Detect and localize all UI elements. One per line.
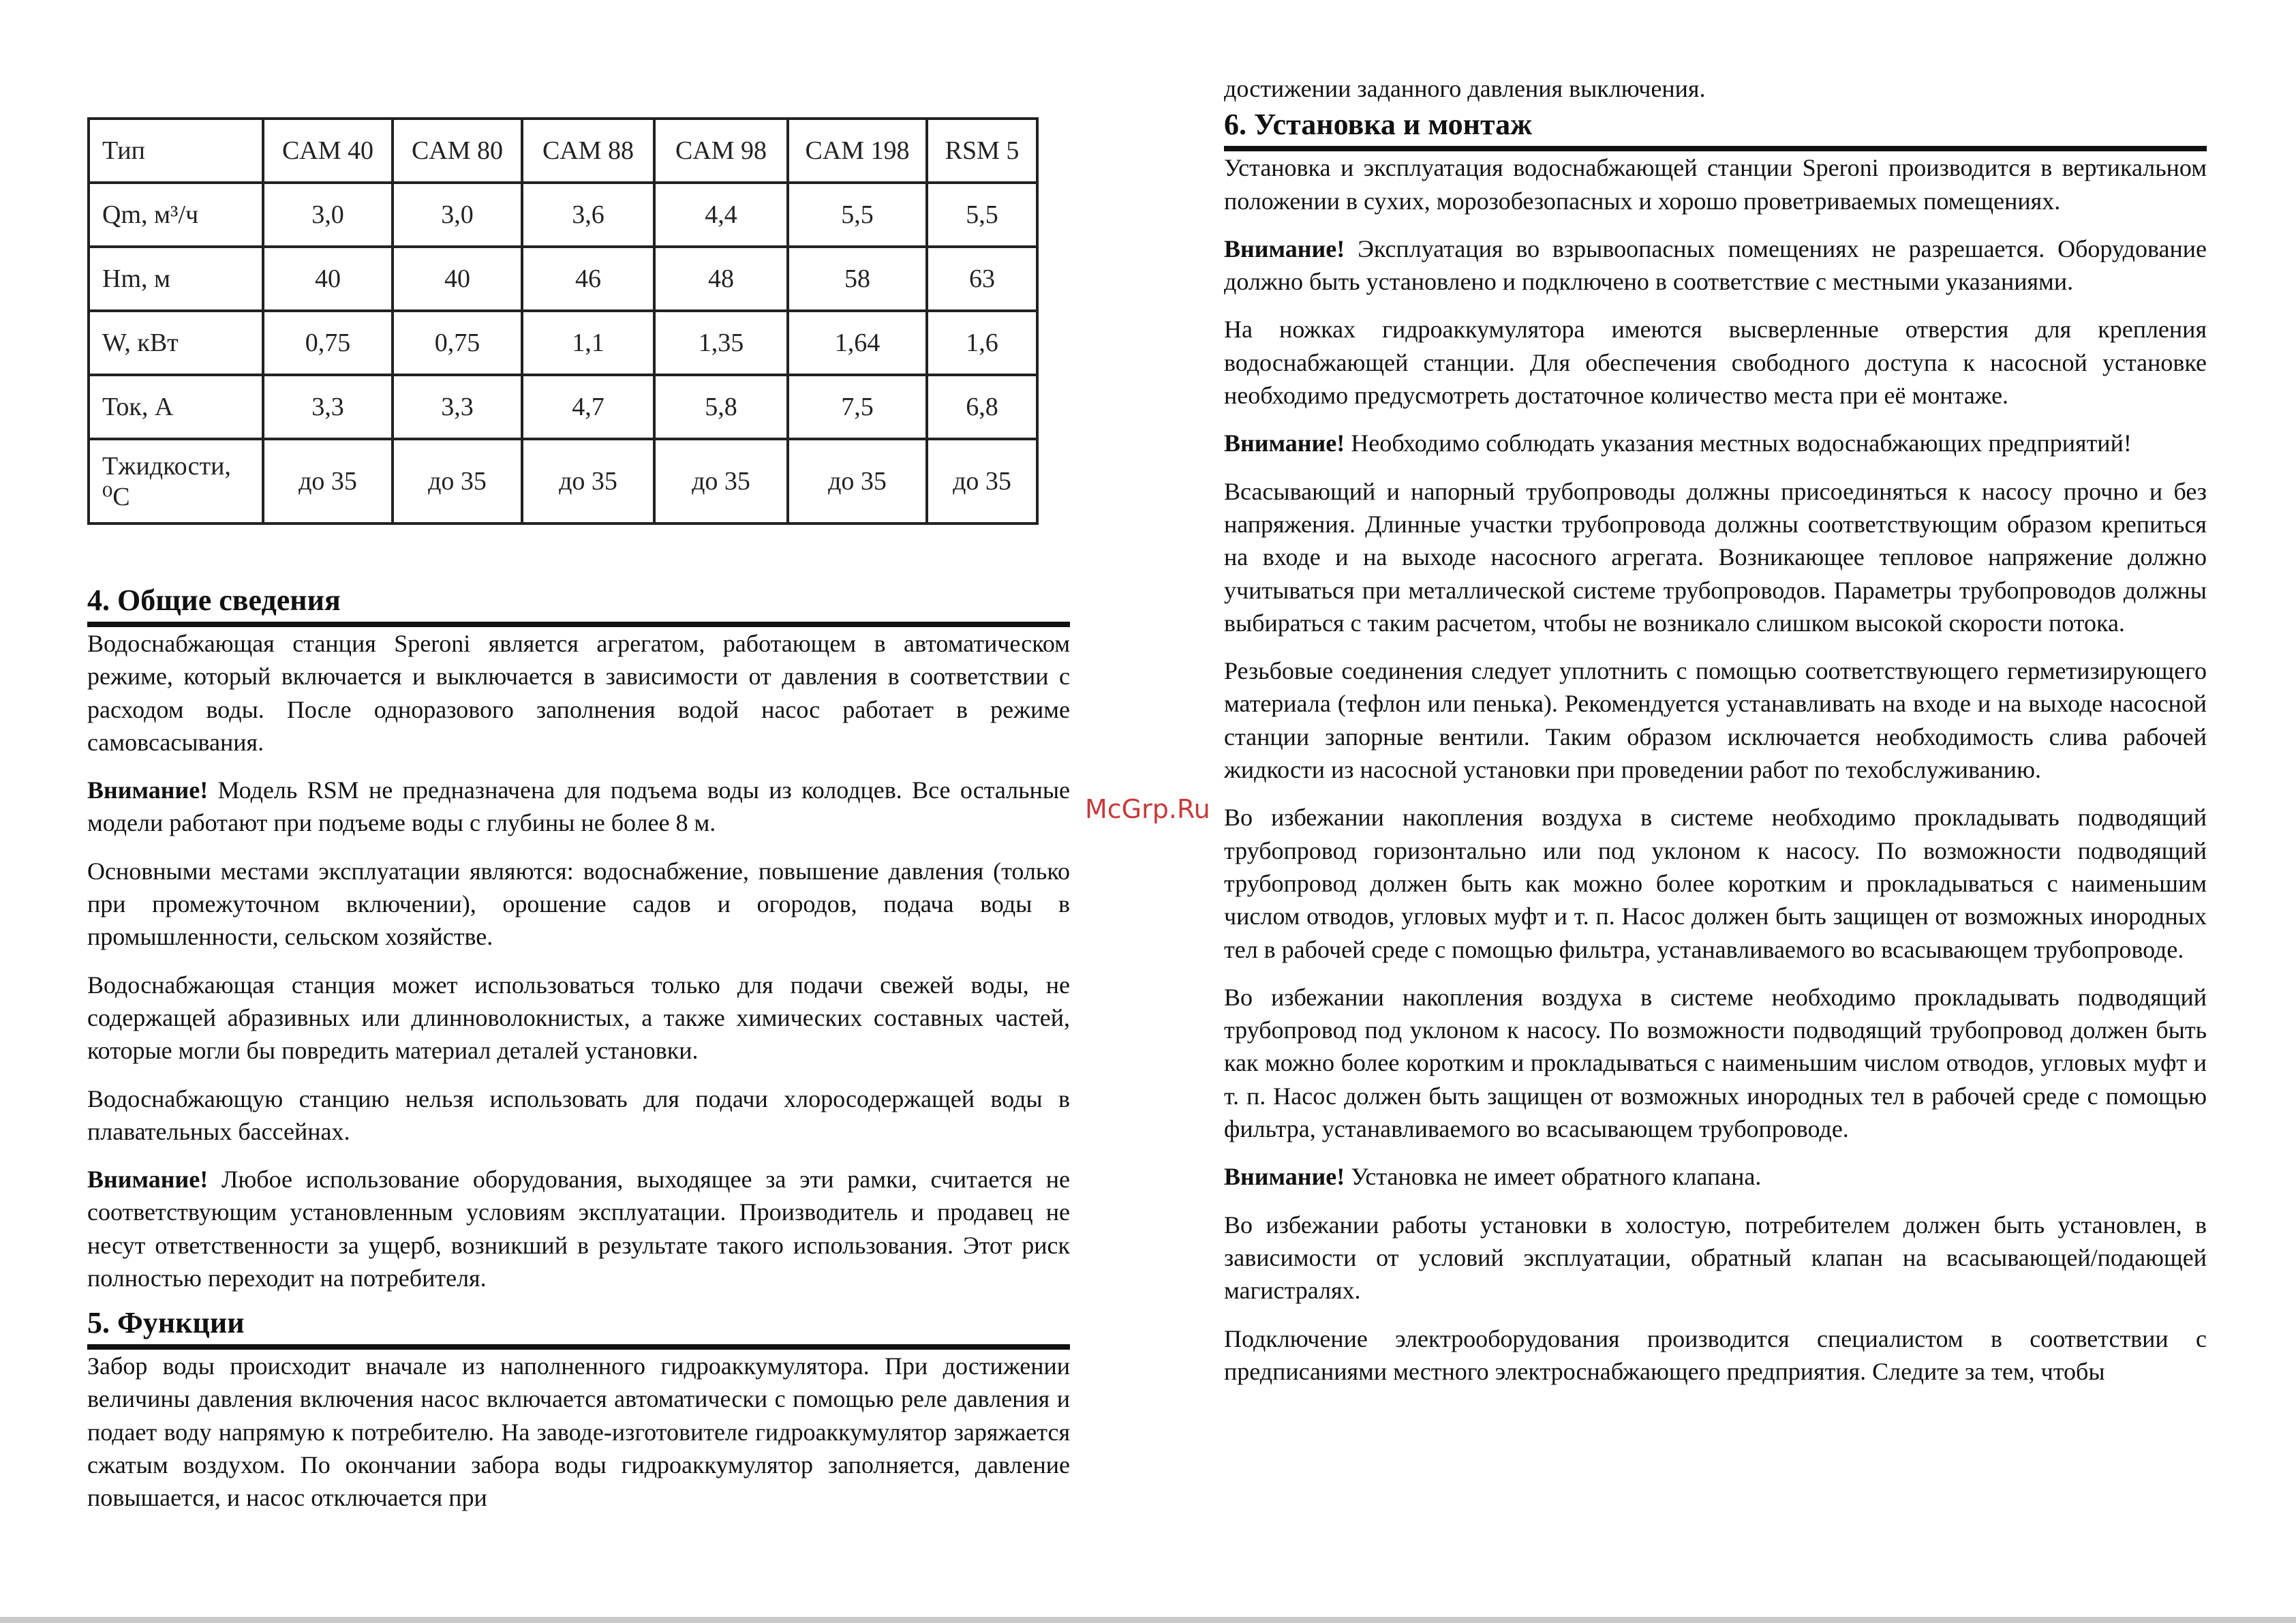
paragraph: Основными местами эксплуатации являются: водоснабжение, повышение давления (только при промежуточном включении), орошение садов и огородов, подача воды в промышленности, сельском хозяйстве.	[87, 857, 1070, 951]
section-general-info	[87, 581, 1070, 1294]
table-cell: 46	[522, 247, 654, 311]
table-header-cell: CAM 98	[654, 119, 788, 183]
table-row	[89, 375, 1037, 439]
paragraph: Водоснабжающая станция Speroni является агрегатом, работающем в автоматическом режиме, который включается и выключается в зависимости от давления в соответствии с расходом воды. После одноразового заполнения водой насос работает в режиме самовсасывания.	[87, 630, 1070, 756]
table-cell: 6,8	[927, 375, 1037, 439]
table-cell: до 35	[927, 439, 1037, 524]
paragraph	[1224, 427, 2207, 459]
warning-label: Внимание!	[87, 776, 209, 804]
table-cell: 5,5	[788, 183, 927, 247]
row-label: Ток, А	[89, 375, 263, 439]
row-label: W, кВт	[89, 311, 263, 375]
table-row	[89, 183, 1037, 247]
table-cell: 3,0	[393, 183, 522, 247]
paragraph: На ножках гидроаккумулятора имеются высверленные отверстия для крепления водоснабжающей станции. Для обеспечения свободного доступа к насосной установке необходимо предусмотреть достаточное количество места при её монтаже.	[1224, 316, 2207, 410]
warning-label: Внимание!	[87, 1166, 209, 1194]
table-cell: 1,35	[654, 311, 788, 375]
row-label: Hm, м	[89, 247, 263, 311]
warning-label: Внимание!	[1224, 234, 1345, 262]
paragraph	[87, 1163, 1070, 1294]
table-row	[89, 311, 1037, 375]
table-cell: 0,75	[263, 311, 393, 375]
section-installation	[1224, 72, 2207, 1388]
table-cell: до 35	[263, 439, 393, 524]
table-cell: 58	[788, 247, 927, 311]
table-cell: 5,5	[927, 183, 1037, 247]
row-label: Qm, м³/ч	[89, 183, 263, 247]
paragraph-text: Любое использование оборудования, выходящее за эти рамки, считается не соответствующим установленным условиям эксплуатации. Производитель и продавец не несут ответственности за ущерб, возникший в результате такого использования. Этот риск полностью переходит на потребителя.	[87, 1166, 1070, 1292]
section-functions	[87, 1303, 1070, 1514]
table-cell: 40	[393, 247, 522, 311]
warning-label: Внимание!	[1224, 429, 1345, 457]
table-row	[89, 247, 1037, 311]
table-cell: до 35	[654, 439, 788, 524]
table-header-row	[89, 119, 1037, 183]
watermark: McGrp.Ru	[1085, 794, 1210, 824]
paragraph: Водоснабжающую станцию нельзя использовать для подачи хлоросодержащей воды в плавательных бассейнах.	[87, 1084, 1070, 1145]
table-cell: до 35	[522, 439, 654, 524]
paragraph-text: Необходимо соблюдать указания местных водоснабжающих предприятий!	[1345, 429, 2132, 457]
table-header-cell: CAM 80	[393, 119, 522, 183]
table-cell: до 35	[393, 439, 522, 524]
table-cell: 3,3	[263, 375, 393, 439]
table-cell: 63	[927, 247, 1037, 311]
paragraph	[1224, 232, 2207, 299]
table-header-cell: CAM 198	[788, 119, 927, 183]
bottom-divider	[0, 1617, 2296, 1623]
table-cell: 3,0	[263, 183, 393, 247]
table-header-cell: RSM 5	[927, 119, 1037, 183]
table-cell: 7,5	[788, 375, 927, 439]
paragraph: Подключение электрооборудования производится специалистом в соответствии с предписаниями местного электроснабжающего предприятия. Следите за тем, чтобы	[1224, 1324, 2207, 1385]
paragraph: Резьбовые соединения следует уплотнить с помощью соответствующего герметизирующего материала (тефлон или пенька). Рекомендуется устанавливать на входе и на выходе насосной станции запорные вентили. Таким образом исключается необходимость слива рабочей жидкости из насосной установки при проведении работ по техобслуживанию.	[1224, 657, 2207, 784]
table-cell: 4,7	[522, 375, 654, 439]
paragraph: Водоснабжающая станция может использоваться только для подачи свежей воды, не содержащей абразивных или длинноволокнистых, а также химических составных частей, которые могли бы повредить материал деталей установки.	[87, 971, 1070, 1065]
table-cell: 1,6	[927, 311, 1037, 375]
warning-label: Внимание!	[1224, 1163, 1345, 1191]
section-title: 4. Общие сведения	[87, 581, 1070, 627]
paragraph: Всасывающий и напорный трубопроводы должны присоединяться к насосу прочно и без напряжения. Длинные участки трубопровода должны соответствующим образом крепиться на входе и на выходе насосного агрегата. Возникающее тепловое напряжение должно учитываться при металлической системе трубопроводов. Параметры трубопроводов должны выбираться с таким расчетом, чтобы не возникало слишком высокой скорости потока.	[1224, 477, 2207, 637]
table-cell: 3,6	[522, 183, 654, 247]
paragraph: достижении заданного давления выключения.	[1224, 75, 1706, 102]
paragraph: Во избежании работы установки в холостую, потребителем должен быть установлен, в зависимости от условий эксплуатации, обратный клапан на всасывающей/подающей магистралях.	[1224, 1211, 2207, 1305]
table-header-cell: CAM 40	[263, 119, 393, 183]
paragraph: Во избежании накопления воздуха в системе необходимо прокладывать подводящий трубопровод под уклоном к насосу. По возможности подводящий трубопровод должен быть как можно более коротким и прокладываться с наименьшим числом отводов, угловых муфт и т. п. Насос должен быть защищен от возможных инородных тел в рабочей среде с помощью фильтра, устанавливаемого во всасывающем трубопроводе.	[1224, 983, 2207, 1143]
table-row	[89, 439, 1037, 524]
paragraph: Во избежании накопления воздуха в системе необходимо прокладывать подводящий трубопровод горизонтально или под уклоном к насосу. По возможности подводящий трубопровод должен быть как можно более коротким и прокладываться с наименьшим числом отводов, угловых муфт и т. п. Насос должен быть защищен от возможных инородных тел в рабочей среде с помощью фильтра, устанавливаемого во всасывающем трубопроводе.	[1224, 804, 2207, 963]
table-cell: 1,64	[788, 311, 927, 375]
section-title: 6. Установка и монтаж	[1224, 105, 2207, 151]
paragraph-text: Модель RSM не предназначена для подъема воды из колодцев. Все остальные модели работают при подъеме воды с глубины не более 8 м.	[87, 776, 1070, 837]
table-cell: до 35	[788, 439, 927, 524]
section-title: 5. Функции	[87, 1303, 1070, 1350]
table-cell: 4,4	[654, 183, 788, 247]
table-header-cell: CAM 88	[522, 119, 654, 183]
table-header-cell: Тип	[89, 119, 263, 183]
paragraph: Установка и эксплуатация водоснабжающей станции Speroni производится в вертикальном положении в сухих, морозобезопасных и хорошо проветриваемых помещениях.	[1224, 154, 2207, 215]
row-label: Тжидкости, ⁰С	[89, 439, 263, 524]
spec-table	[87, 117, 1039, 525]
paragraph	[1224, 1160, 2207, 1193]
table-cell: 40	[263, 247, 393, 311]
table-cell: 5,8	[654, 375, 788, 439]
table-cell: 1,1	[522, 311, 654, 375]
table-cell: 3,3	[393, 375, 522, 439]
paragraph	[87, 774, 1070, 840]
paragraph: Забор воды происходит вначале из наполненного гидроаккумулятора. При достижении величины давления включения насос включается автоматически с помощью реле давления и подает воду напрямую к потребителю. На заводе-изготовителе гидроаккумулятор заряжается сжатым воздухом. По окончании забора воды гидроаккумулятор заполняется, давление повышается, и насос отключается при	[87, 1352, 1070, 1512]
paragraph-text: Установка не имеет обратного клапана.	[1345, 1163, 1762, 1191]
table-cell: 48	[654, 247, 788, 311]
table-cell: 0,75	[393, 311, 522, 375]
paragraph-text: Эксплуатация во взрывоопасных помещениях не разрешается. Оборудование должно быть установлено и подключено в соответствие с местными указаниями.	[1224, 234, 2207, 296]
